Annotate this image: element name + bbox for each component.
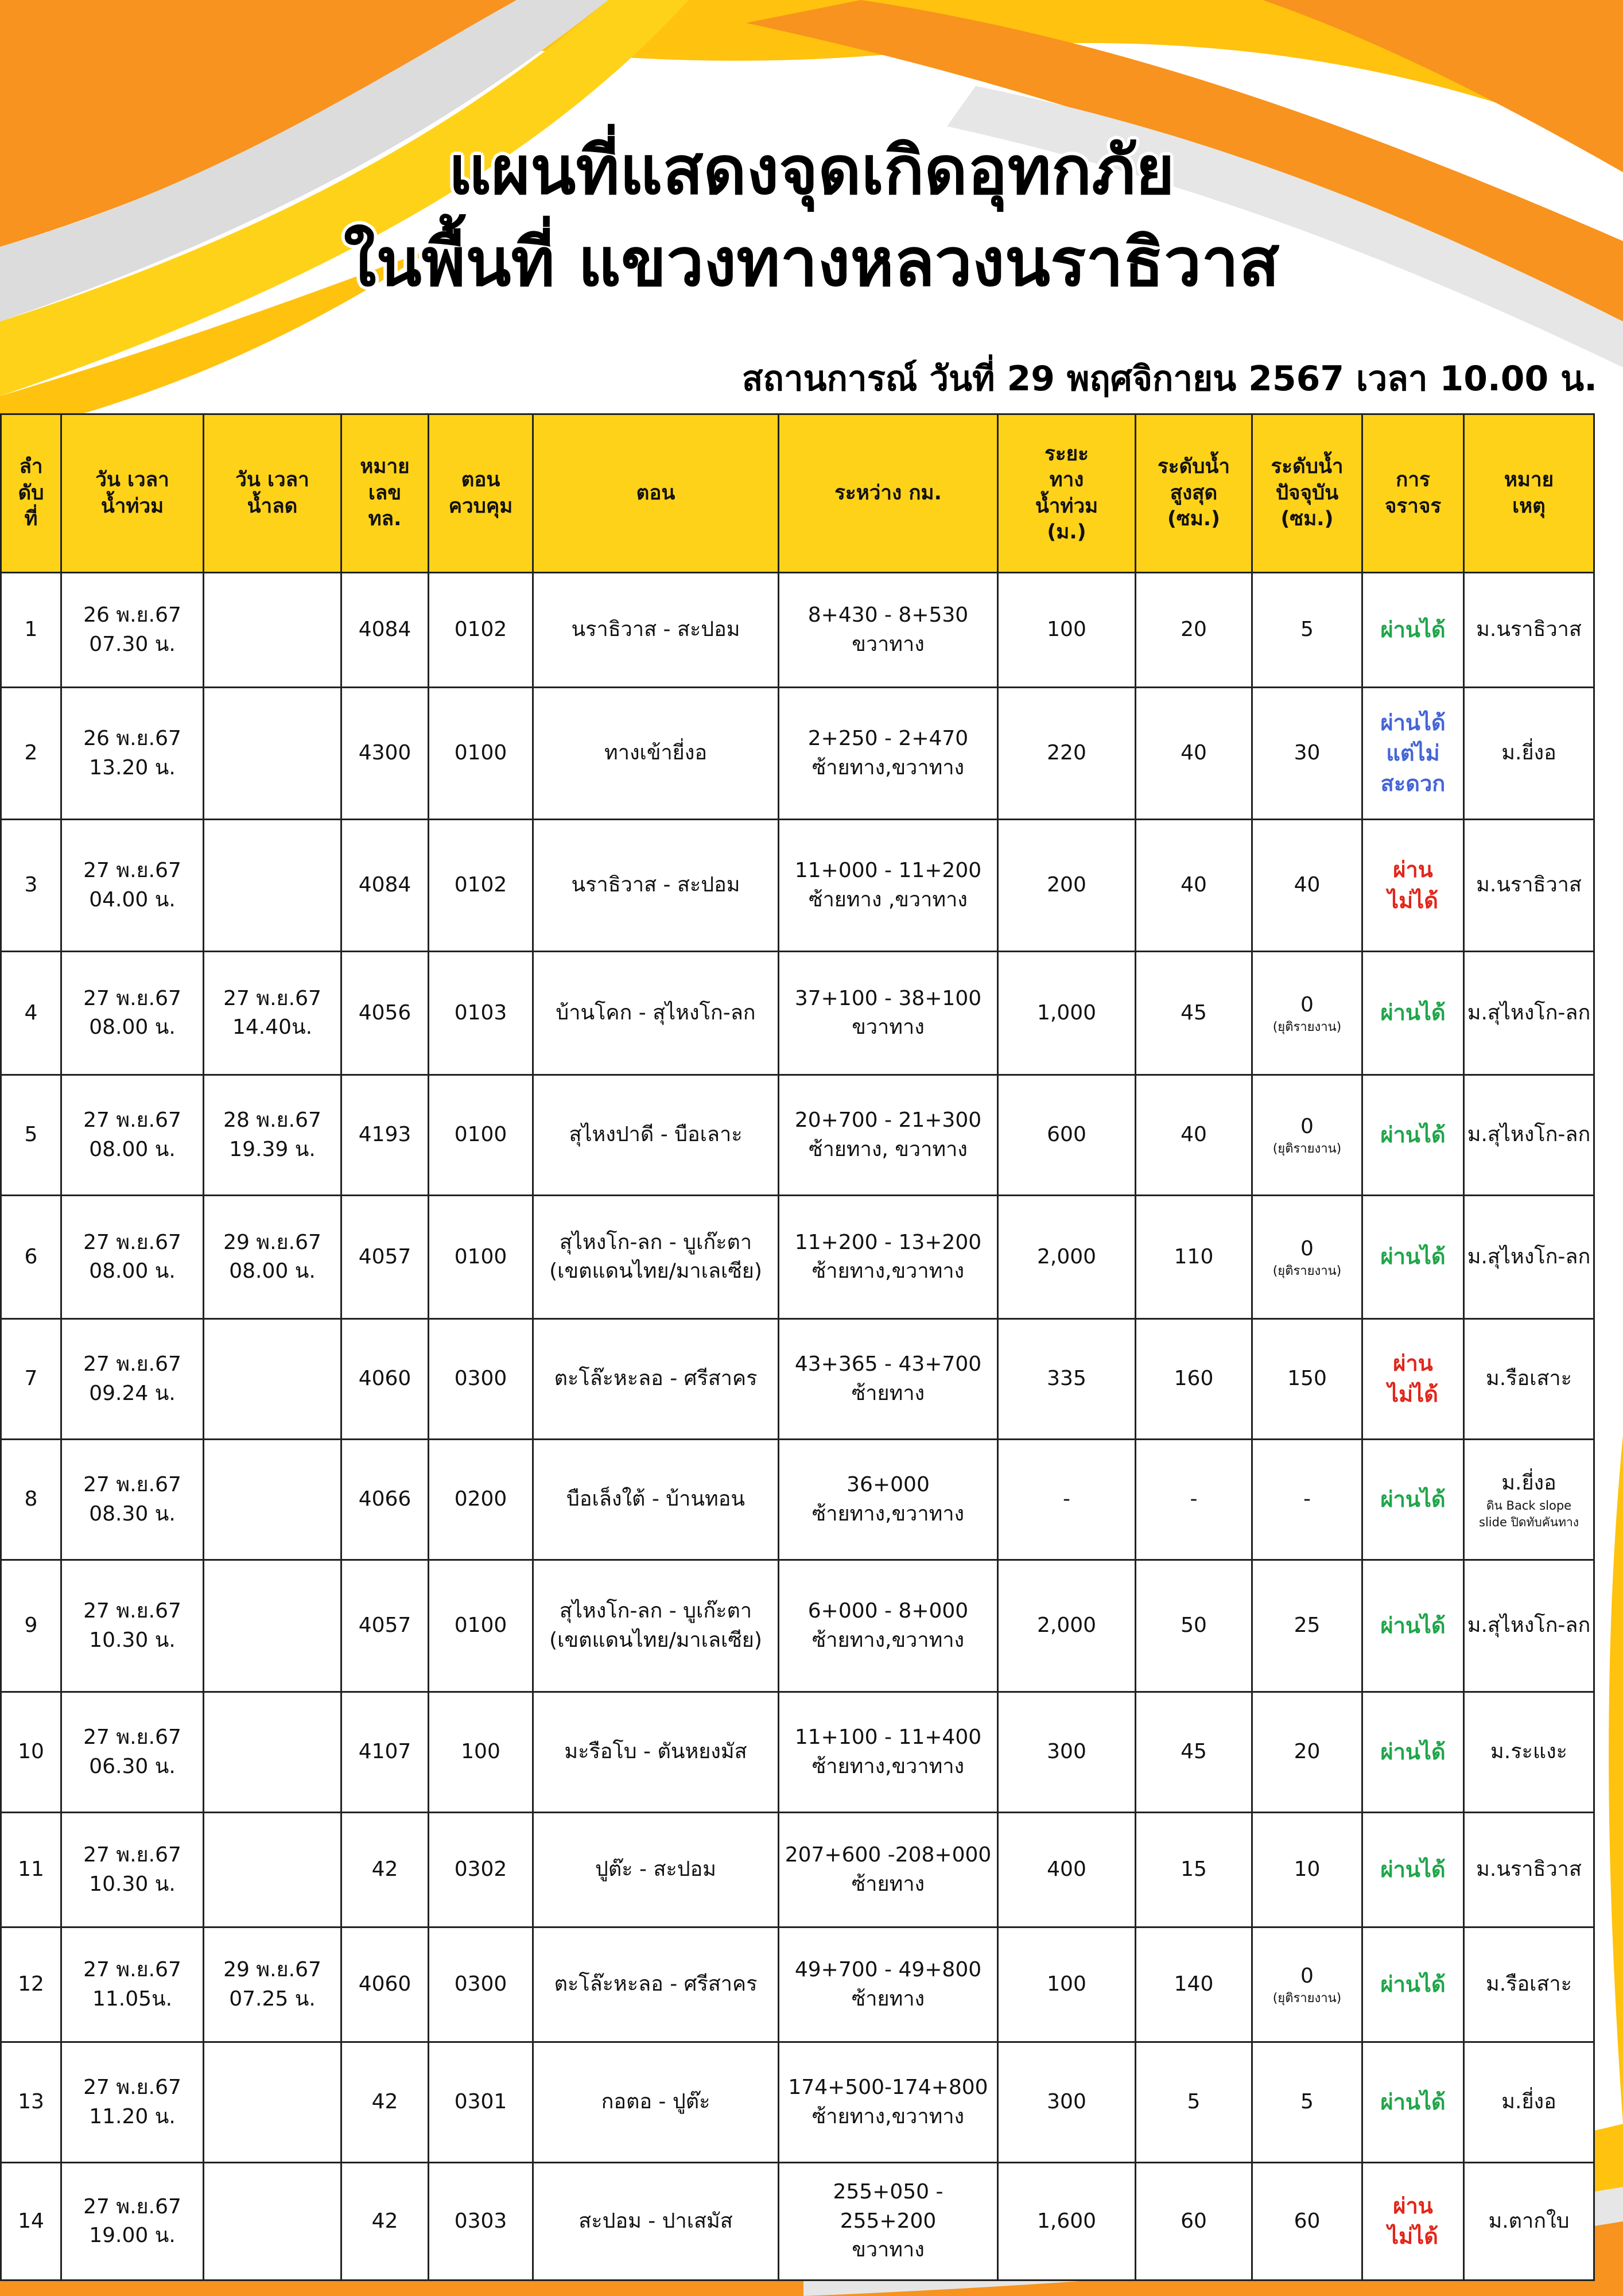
cell-recede-time	[204, 573, 341, 688]
remark-text: ม.ระแงะ	[1490, 1740, 1567, 1764]
header-no: ลำ ดับ ที่	[1, 414, 61, 573]
remark-text: ม.นราธิวาส	[1476, 618, 1582, 642]
cell-remark	[1464, 1440, 1594, 1560]
cell-no: 5	[1, 1075, 61, 1196]
cell-route-number: 4084	[341, 820, 429, 952]
cell-recede-time	[204, 2042, 341, 2163]
cell-max-level: 15	[1136, 1813, 1252, 1927]
cell-section: นราธิวาส - สะปอม	[533, 820, 779, 952]
cell-no: 14	[1, 2163, 61, 2281]
remark-text: ม.รือเสาะ	[1486, 1972, 1572, 1996]
current-level-value: 20	[1294, 1740, 1321, 1764]
cell-route-number: 4300	[341, 688, 429, 820]
cell-traffic	[1362, 1075, 1464, 1196]
cell-flood-time: 26 พ.ย.67 07.30 น.	[61, 573, 204, 688]
table-row	[1, 820, 1594, 952]
cell-flood-time: 27 พ.ย.67 11.20 น.	[61, 2042, 204, 2163]
cell-flood-time: 27 พ.ย.67 08.00 น.	[61, 1075, 204, 1196]
cell-control-section: 0102	[429, 573, 533, 688]
cell-flood-length: 1,000	[998, 952, 1136, 1075]
cell-flood-time: 27 พ.ย.67 06.30 น.	[61, 1692, 204, 1813]
cell-km-range: 49+700 - 49+800 ซ้ายทาง	[779, 1927, 998, 2042]
cell-current-level	[1252, 1440, 1362, 1560]
remark-text: ม.นราธิวาส	[1476, 873, 1582, 897]
cell-flood-time: 27 พ.ย.67 04.00 น.	[61, 820, 204, 952]
current-level-value: 5	[1300, 2090, 1314, 2114]
cell-route-number: 4084	[341, 573, 429, 688]
cell-current-level	[1252, 1927, 1362, 2042]
cell-control-section: 0100	[429, 1560, 533, 1692]
traffic-status: ผ่านได้	[1380, 1739, 1446, 1764]
cell-current-level	[1252, 1319, 1362, 1440]
cell-route-number: 4060	[341, 1319, 429, 1440]
header-max-level: ระดับน้ำ สูงสุด (ซม.)	[1136, 414, 1252, 573]
header-section: ตอน	[533, 414, 779, 573]
current-level-value: 5	[1300, 618, 1314, 642]
current-level-value: 40	[1294, 873, 1321, 897]
cell-current-level	[1252, 1813, 1362, 1927]
cell-max-level: 160	[1136, 1319, 1252, 1440]
cell-current-level	[1252, 1196, 1362, 1319]
table-row	[1, 2042, 1594, 2163]
cell-section: สะปอม - ปาเสมัส	[533, 2163, 779, 2281]
cell-current-level	[1252, 1692, 1362, 1813]
cell-max-level: 50	[1136, 1560, 1252, 1692]
cell-recede-time: 29 พ.ย.67 08.00 น.	[204, 1196, 341, 1319]
traffic-status: ผ่านได้	[1380, 2089, 1446, 2115]
cell-no: 9	[1, 1560, 61, 1692]
cell-remark	[1464, 573, 1594, 688]
cell-recede-time	[204, 1692, 341, 1813]
cell-recede-time	[204, 820, 341, 952]
cell-current-level	[1252, 952, 1362, 1075]
remark-text: ม.สุไหงโก-ลก	[1467, 1000, 1591, 1025]
table-row	[1, 688, 1594, 820]
cell-flood-time: 27 พ.ย.67 19.00 น.	[61, 2163, 204, 2281]
cell-recede-time	[204, 1440, 341, 1560]
cell-flood-length: 1,600	[998, 2163, 1136, 2281]
situation-datetime: สถานการณ์ วันที่ 29 พฤศจิกายน 2567 เวลา 10.00 น.	[741, 359, 1597, 399]
current-level-value: 0	[1300, 1964, 1314, 1988]
cell-remark	[1464, 1560, 1594, 1692]
cell-max-level: 60	[1136, 2163, 1252, 2281]
cell-no: 1	[1, 573, 61, 688]
flood-table	[0, 413, 1595, 2281]
table-row	[1, 1196, 1594, 1319]
cell-max-level: 140	[1136, 1927, 1252, 2042]
cell-km-range: 174+500-174+800 ซ้ายทาง,ขวาทาง	[779, 2042, 998, 2163]
cell-remark	[1464, 2163, 1594, 2281]
cell-route-number: 4066	[341, 1440, 429, 1560]
cell-traffic	[1362, 2042, 1464, 2163]
header-route-number: หมาย เลข ทล.	[341, 414, 429, 573]
cell-control-section: 0300	[429, 1319, 533, 1440]
table-row	[1, 1440, 1594, 1560]
cell-control-section: 0103	[429, 952, 533, 1075]
cell-traffic	[1362, 1196, 1464, 1319]
cell-no: 12	[1, 1927, 61, 2042]
traffic-status: ผ่านได้	[1380, 1486, 1446, 1512]
header-current-level: ระดับน้ำ ปัจจุบัน (ซม.)	[1252, 414, 1362, 573]
header-km-range: ระหว่าง กม.	[779, 414, 998, 573]
cell-flood-length: 220	[998, 688, 1136, 820]
remark-text: ม.สุไหงโก-ลก	[1467, 1123, 1591, 1147]
cell-km-range: 255+050 - 255+200 ขวาทาง	[779, 2163, 998, 2281]
cell-flood-length: 335	[998, 1319, 1136, 1440]
cell-recede-time	[204, 1560, 341, 1692]
cell-section: สุไหงโก-ลก - บูเก๊ะตา (เขตแดนไทย/มาเลเซีย)	[533, 1560, 779, 1692]
current-level-note: (ยุติรายงาน)	[1272, 1991, 1342, 2006]
current-level-value: 25	[1294, 1614, 1321, 1638]
table-row	[1, 573, 1594, 688]
cell-current-level	[1252, 1560, 1362, 1692]
remark-text: ม.ยี่งอ	[1501, 1471, 1556, 1495]
cell-current-level	[1252, 2163, 1362, 2281]
cell-flood-length: 600	[998, 1075, 1136, 1196]
cell-no: 8	[1, 1440, 61, 1560]
cell-control-section: 0102	[429, 820, 533, 952]
traffic-status: ผ่านได้	[1380, 1000, 1446, 1026]
cell-recede-time	[204, 2163, 341, 2281]
header-control-section: ตอน ควบคุม	[429, 414, 533, 573]
page-title-line2: ในพื้นที่ แขวงทางหลวงนราธิวาส	[343, 224, 1280, 301]
cell-remark	[1464, 1927, 1594, 2042]
remark-text: ม.สุไหงโก-ลก	[1467, 1244, 1591, 1269]
cell-flood-time: 27 พ.ย.67 08.00 น.	[61, 952, 204, 1075]
traffic-status: ผ่านได้	[1380, 1612, 1446, 1638]
remark-text: ม.สุไหงโก-ลก	[1467, 1614, 1591, 1638]
cell-current-level	[1252, 820, 1362, 952]
cell-traffic	[1362, 820, 1464, 952]
cell-current-level	[1252, 1075, 1362, 1196]
cell-flood-time: 27 พ.ย.67 10.30 น.	[61, 1813, 204, 1927]
current-level-note: (ยุติรายงาน)	[1272, 1019, 1342, 1034]
cell-current-level	[1252, 2042, 1362, 2163]
cell-flood-length: 300	[998, 1692, 1136, 1813]
traffic-status: ผ่าน ไม่ได้	[1388, 857, 1438, 913]
cell-recede-time	[204, 1319, 341, 1440]
cell-traffic	[1362, 1813, 1464, 1927]
cell-route-number: 4056	[341, 952, 429, 1075]
current-level-value: 0	[1300, 1115, 1314, 1138]
cell-km-range: 20+700 - 21+300 ซ้ายทาง, ขวาทาง	[779, 1075, 998, 1196]
cell-km-range: 6+000 - 8+000 ซ้ายทาง,ขวาทาง	[779, 1560, 998, 1692]
cell-max-level: 40	[1136, 1075, 1252, 1196]
cell-max-level: 110	[1136, 1196, 1252, 1319]
cell-control-section: 0302	[429, 1813, 533, 1927]
cell-section: ตะโล๊ะหะลอ - ศรีสาคร	[533, 1927, 779, 2042]
remark-text: ม.ตากใบ	[1488, 2209, 1570, 2233]
cell-control-section: 0100	[429, 688, 533, 820]
cell-max-level: 40	[1136, 820, 1252, 952]
remark-text: ม.ยี่งอ	[1501, 741, 1556, 765]
cell-section: ตะโล๊ะหะลอ - ศรีสาคร	[533, 1319, 779, 1440]
cell-no: 3	[1, 820, 61, 952]
table-row	[1, 1560, 1594, 1692]
current-level-value: 10	[1294, 1857, 1321, 1882]
cell-flood-length: 2,000	[998, 1196, 1136, 1319]
cell-remark	[1464, 952, 1594, 1075]
cell-recede-time	[204, 688, 341, 820]
traffic-status: ผ่าน ไม่ได้	[1388, 1351, 1438, 1407]
cell-current-level	[1252, 688, 1362, 820]
cell-section: ปูต๊ะ - สะปอม	[533, 1813, 779, 1927]
traffic-status: ผ่านได้ แต่ไม่ สะดวก	[1380, 709, 1446, 797]
cell-remark	[1464, 1196, 1594, 1319]
traffic-status: ผ่านได้	[1380, 1122, 1446, 1147]
cell-km-range: 2+250 - 2+470 ซ้ายทาง,ขวาทาง	[779, 688, 998, 820]
current-level-value: 0	[1300, 1236, 1314, 1261]
cell-flood-time: 26 พ.ย.67 13.20 น.	[61, 688, 204, 820]
cell-km-range: 8+430 - 8+530 ขวาทาง	[779, 573, 998, 688]
current-level-note: (ยุติรายงาน)	[1272, 1263, 1342, 1278]
table-row	[1, 1319, 1594, 1440]
cell-flood-length: 200	[998, 820, 1136, 952]
cell-flood-length: 100	[998, 1927, 1136, 2042]
cell-current-level	[1252, 573, 1362, 688]
current-level-note: (ยุติรายงาน)	[1272, 1142, 1342, 1157]
cell-flood-length: 400	[998, 1813, 1136, 1927]
table-row	[1, 952, 1594, 1075]
table-row	[1, 1813, 1594, 1927]
header-remark: หมาย เหตุ	[1464, 414, 1594, 573]
cell-flood-length: 100	[998, 573, 1136, 688]
page-title-line1: แผนที่แสดงจุดเกิดอุทกภัย	[448, 132, 1175, 210]
cell-section: ทางเข้ายี่งอ	[533, 688, 779, 820]
cell-flood-time: 27 พ.ย.67 10.30 น.	[61, 1560, 204, 1692]
current-level-value: 0	[1300, 992, 1314, 1017]
cell-km-range: 43+365 - 43+700 ซ้ายทาง	[779, 1319, 998, 1440]
cell-control-section: 0100	[429, 1196, 533, 1319]
cell-route-number: 4107	[341, 1692, 429, 1813]
cell-flood-length: 300	[998, 2042, 1136, 2163]
cell-traffic	[1362, 1560, 1464, 1692]
cell-section: สุไหงปาดี - บือเลาะ	[533, 1075, 779, 1196]
cell-control-section: 0100	[429, 1075, 533, 1196]
cell-no: 4	[1, 952, 61, 1075]
cell-no: 11	[1, 1813, 61, 1927]
remark-text: ม.รือเสาะ	[1486, 1367, 1572, 1391]
cell-remark	[1464, 688, 1594, 820]
cell-flood-time: 27 พ.ย.67 08.00 น.	[61, 1196, 204, 1319]
cell-km-range: 207+600 -208+000 ซ้ายทาง	[779, 1813, 998, 1927]
header-traffic: การ จราจร	[1362, 414, 1464, 573]
cell-remark	[1464, 1075, 1594, 1196]
cell-traffic	[1362, 2163, 1464, 2281]
cell-remark	[1464, 1692, 1594, 1813]
cell-route-number: 4193	[341, 1075, 429, 1196]
table-row	[1, 1075, 1594, 1196]
cell-no: 13	[1, 2042, 61, 2163]
cell-traffic	[1362, 1440, 1464, 1560]
cell-control-section: 0301	[429, 2042, 533, 2163]
cell-flood-time: 27 พ.ย.67 09.24 น.	[61, 1319, 204, 1440]
cell-max-level: 5	[1136, 2042, 1252, 2163]
cell-traffic	[1362, 952, 1464, 1075]
current-level-value: 150	[1287, 1367, 1327, 1391]
cell-remark	[1464, 820, 1594, 952]
cell-no: 7	[1, 1319, 61, 1440]
cell-flood-length: 2,000	[998, 1560, 1136, 1692]
header-flood-length: ระยะ ทาง น้ำท่วม (ม.)	[998, 414, 1136, 573]
cell-route-number: 4057	[341, 1560, 429, 1692]
table-row	[1, 2163, 1594, 2281]
cell-recede-time	[204, 1813, 341, 1927]
cell-route-number: 4057	[341, 1196, 429, 1319]
cell-section: บือเล็งใต้ - บ้านทอน	[533, 1440, 779, 1560]
cell-route-number: 42	[341, 1813, 429, 1927]
cell-section: สุไหงโก-ลก - บูเก๊ะตา (เขตแดนไทย/มาเลเซีย)	[533, 1196, 779, 1319]
current-level-value: 60	[1294, 2209, 1321, 2233]
cell-max-level: -	[1136, 1440, 1252, 1560]
cell-remark	[1464, 2042, 1594, 2163]
cell-recede-time: 27 พ.ย.67 14.40น.	[204, 952, 341, 1075]
cell-traffic	[1362, 573, 1464, 688]
cell-recede-time: 28 พ.ย.67 19.39 น.	[204, 1075, 341, 1196]
cell-section: กอตอ - ปูต๊ะ	[533, 2042, 779, 2163]
traffic-status: ผ่านได้	[1380, 1856, 1446, 1882]
cell-traffic	[1362, 1692, 1464, 1813]
cell-route-number: 42	[341, 2042, 429, 2163]
cell-km-range: 11+000 - 11+200 ซ้ายทาง ,ขวาทาง	[779, 820, 998, 952]
cell-route-number: 4060	[341, 1927, 429, 2042]
remark-text: ม.นราธิวาส	[1476, 1857, 1582, 1882]
cell-no: 10	[1, 1692, 61, 1813]
traffic-status: ผ่านได้	[1380, 616, 1446, 642]
header-recede-time: วัน เวลา น้ำลด	[204, 414, 341, 573]
cell-traffic	[1362, 688, 1464, 820]
cell-km-range: 11+200 - 13+200 ซ้ายทาง,ขวาทาง	[779, 1196, 998, 1319]
cell-max-level: 45	[1136, 952, 1252, 1075]
cell-max-level: 20	[1136, 573, 1252, 688]
cell-remark	[1464, 1813, 1594, 1927]
cell-traffic	[1362, 1927, 1464, 2042]
traffic-status: ผ่านได้	[1380, 1971, 1446, 1997]
cell-route-number: 42	[341, 2163, 429, 2281]
cell-max-level: 45	[1136, 1692, 1252, 1813]
cell-flood-time: 27 พ.ย.67 08.30 น.	[61, 1440, 204, 1560]
cell-no: 6	[1, 1196, 61, 1319]
current-level-value: -	[1303, 1487, 1311, 1511]
table-row	[1, 1927, 1594, 2042]
cell-flood-length: -	[998, 1440, 1136, 1560]
cell-traffic	[1362, 1319, 1464, 1440]
cell-km-range: 36+000 ซ้ายทาง,ขวาทาง	[779, 1440, 998, 1560]
traffic-status: ผ่าน ไม่ได้	[1388, 2193, 1438, 2249]
cell-section: นราธิวาส - สะปอม	[533, 573, 779, 688]
cell-control-section: 100	[429, 1692, 533, 1813]
cell-km-range: 37+100 - 38+100 ขวาทาง	[779, 952, 998, 1075]
cell-recede-time: 29 พ.ย.67 07.25 น.	[204, 1927, 341, 2042]
cell-section: บ้านโคก - สุไหงโก-ลก	[533, 952, 779, 1075]
table-row	[1, 1692, 1594, 1813]
traffic-status: ผ่านได้	[1380, 1244, 1446, 1270]
cell-control-section: 0300	[429, 1927, 533, 2042]
table-body	[1, 573, 1594, 2281]
cell-flood-time: 27 พ.ย.67 11.05น.	[61, 1927, 204, 2042]
cell-control-section: 0200	[429, 1440, 533, 1560]
cell-no: 2	[1, 688, 61, 820]
cell-remark	[1464, 1319, 1594, 1440]
cell-section: มะรือโบ - ตันหยงมัส	[533, 1692, 779, 1813]
current-level-value: 30	[1294, 741, 1321, 765]
table-header-row	[1, 414, 1594, 573]
cell-max-level: 40	[1136, 688, 1252, 820]
header-flood-time: วัน เวลา น้ำท่วม	[61, 414, 204, 573]
remark-note: ดิน Back slope slide ปิดทับคันทาง	[1479, 1499, 1579, 1529]
remark-text: ม.ยี่งอ	[1501, 2090, 1556, 2114]
cell-km-range: 11+100 - 11+400 ซ้ายทาง,ขวาทาง	[779, 1692, 998, 1813]
cell-control-section: 0303	[429, 2163, 533, 2281]
